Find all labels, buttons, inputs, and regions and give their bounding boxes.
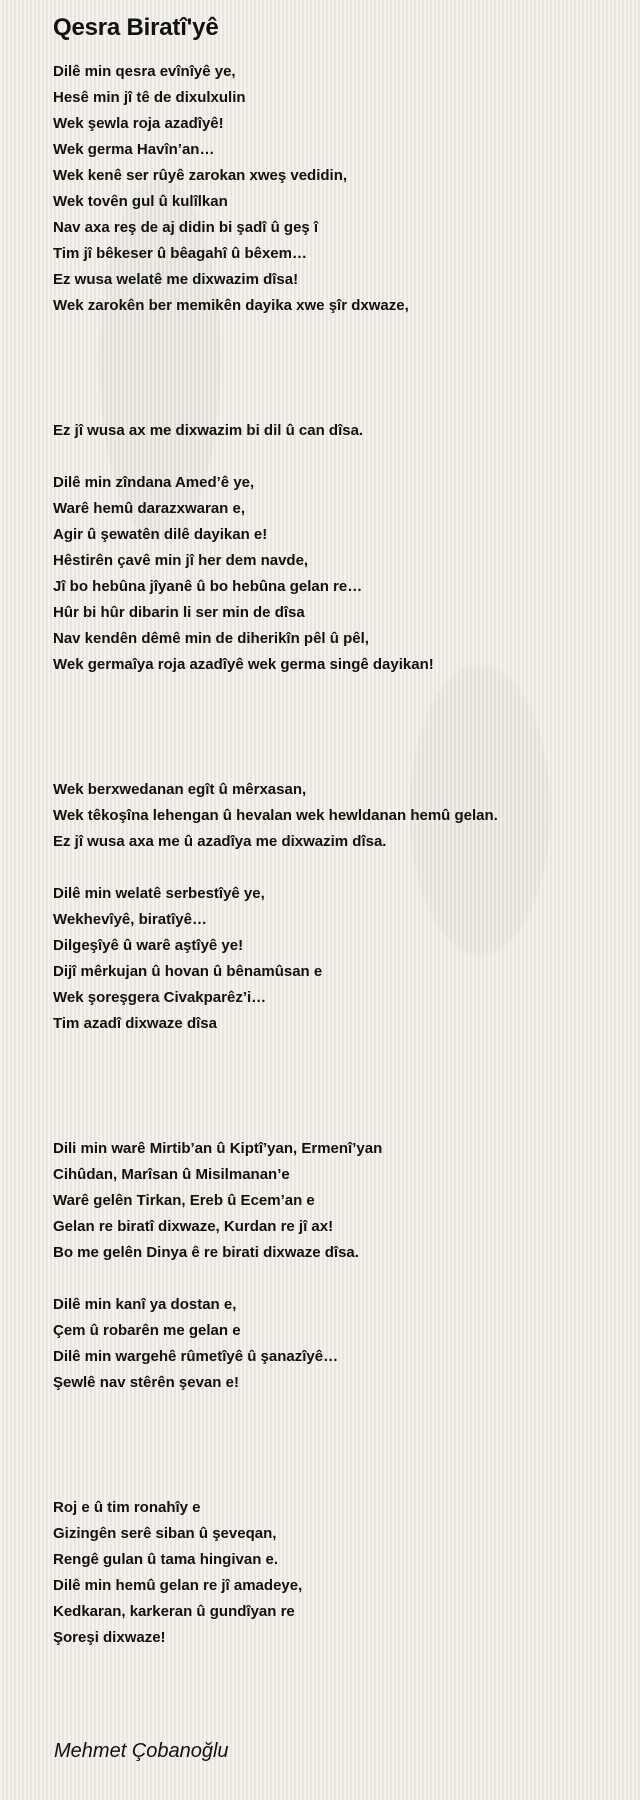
poem-line: Wek kenê ser rûyê zarokan xweş vedidin, [53,167,348,184]
poem-line: Wek şewla roja azadîyê! [53,115,224,132]
poem-body [53,59,623,1651]
poem-line: Dijî mêrkujan û hovan û bênamûsan e [53,963,323,980]
stanza-gap [53,1396,623,1495]
poem-title: Qesra Biratî'yê [53,14,219,41]
poem-line: Dilê min zîndana Amed’ê ye, [53,474,255,491]
poem-line: Wek tovên gul û kulîlkan [53,193,228,210]
poem-line: Warê gelên Tirkan, Ereb û Ecem’an e [53,1192,315,1209]
poem-line: Tim jî bêkeser û bêagahî û bêxem… [53,245,307,262]
poem-line: Jî bo hebûna jîyanê û bo hebûna gelan re… [53,578,363,595]
stanza-gap [53,444,623,470]
poem-line: Şewlê nav stêrên şevan e! [53,1374,239,1391]
poem-line: Ez jî wusa axa me û azadîya me dixwazim dîsa. [53,833,387,850]
poem-line: Gizingên serê siban û şeveqan, [53,1525,277,1542]
poem-line: Roj e û tim ronahîy e [53,1499,201,1516]
poem-line: Hesê min jî tê de dixulxulin [53,89,246,106]
poem-line: Bo me gelên Dinya ê re birati dixwaze dîsa. [53,1244,359,1261]
poem-line: Gelan re biratî dixwaze, Kurdan re jî ax! [53,1218,334,1235]
poem-line: Agir û şewatên dilê dayikan e! [53,526,268,543]
poem-line: Ez wusa welatê me dixwazim dîsa! [53,271,299,288]
poem-line: Dilê min welatê serbestîyê ye, [53,885,265,902]
poem-line: Kedkaran, karkeran û gundîyan re [53,1603,295,1620]
poem-line: Wek germaîya roja azadîyê wek germa singê dayikan! [53,656,434,673]
poem-line: Dili min warê Mirtib’an û Kiptî’yan, Ermenî’yan [53,1140,383,1157]
poem-line: Warê hemû darazxwaran e, [53,500,246,517]
poem-line: Nav kendên dêmê min de diherikîn pêl û pêl, [53,630,369,647]
poem-line: Dilê min hemû gelan re jî amadeye, [53,1577,303,1594]
poem-line: Rengê gulan û tama hingivan e. [53,1551,279,1568]
poem-author: Mehmet Çobanoğlu [54,1740,229,1762]
stanza-gap [53,1266,623,1292]
poem-line: Dilê min qesra evînîyê ye, [53,63,236,80]
poem-page [53,10,623,1651]
poem-line: Tim azadî dixwaze dîsa [53,1015,217,1032]
poem-line: Şoreşi dixwaze! [53,1629,166,1646]
poem-line: Hûr bi hûr dibarin li ser min de dîsa [53,604,305,621]
poem-line: Ez jî wusa ax me dixwazim bi dil û can dîsa. [53,422,364,439]
poem-line: Wekhevîyê, biratîyê… [53,911,207,928]
poem-line: Hêstirên çavê min jî her dem navde, [53,552,309,569]
poem-line: Dilgeşîyê û warê aştîyê ye! [53,937,244,954]
poem-line: Wek şoreşgera Civakparêz’i… [53,989,267,1006]
stanza-gap [53,1037,623,1136]
poem-line: Çem û robarên me gelan e [53,1322,241,1339]
poem-line: Dilê min kanî ya dostan e, [53,1296,237,1313]
poem-line: Nav axa reş de aj didin bi şadî û geş î [53,219,319,236]
stanza-gap [53,855,623,881]
poem-line: Wek germa Havîn’an… [53,141,215,158]
poem-line: Wek berxwedanan egît û mêrxasan, [53,781,307,798]
poem-line: Wek têkoşîna lehengan û hevalan wek hewldanan hemû gelan. [53,807,498,824]
poem-line: Dilê min wargehê rûmetîyê û şanazîyê… [53,1348,339,1365]
stanza-gap [53,678,623,777]
poem-line: Cihûdan, Marîsan û Misilmanan’e [53,1166,290,1183]
stanza-gap [53,319,623,418]
poem-line: Wek zarokên ber memikên dayika xwe şîr dxwaze, [53,297,409,314]
